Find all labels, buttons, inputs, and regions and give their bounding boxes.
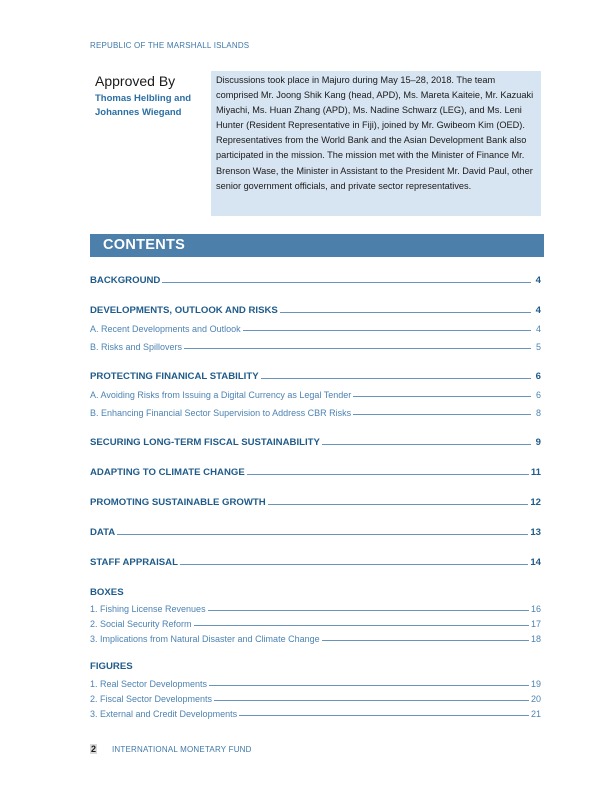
- contents-banner: [90, 234, 544, 257]
- toc-entry-title: ADAPTING TO CLIMATE CHANGE: [90, 467, 245, 478]
- figures-heading: FIGURES: [90, 661, 133, 672]
- footer-organization: INTERNATIONAL MONETARY FUND: [112, 745, 252, 754]
- toc-entry-page: 19: [530, 679, 541, 689]
- toc-entry-financial-stability[interactable]: [90, 368, 541, 382]
- toc-entry-title: 1. Real Sector Developments: [90, 679, 208, 689]
- toc-entry-financial-supervision[interactable]: [90, 404, 541, 418]
- toc-entry-page: 18: [530, 634, 541, 644]
- toc-box-social-security[interactable]: [90, 615, 541, 629]
- toc-entry-title: B. Enhancing Financial Sector Supervision to Address CBR Risks: [90, 408, 352, 418]
- toc-entry-data[interactable]: [90, 524, 541, 538]
- toc-entry-page: 14: [530, 557, 541, 568]
- toc-figure-fiscal-sector[interactable]: [90, 690, 541, 704]
- toc-leader-line: [239, 715, 529, 716]
- toc-entry-sustainable-growth[interactable]: [90, 494, 541, 508]
- toc-leader-line: [194, 625, 529, 626]
- contents-title: CONTENTS: [103, 237, 186, 253]
- toc-entry-title: 3. Implications from Natural Disaster and Climate Change: [90, 634, 320, 644]
- toc-entry-climate-change[interactable]: [90, 464, 541, 478]
- boxes-heading: BOXES: [90, 587, 124, 598]
- toc-box-fishing-license[interactable]: [90, 600, 541, 614]
- toc-entry-page: 4: [535, 324, 541, 334]
- running-header: REPUBLIC OF THE MARSHALL ISLANDS: [90, 41, 250, 50]
- toc-box-natural-disaster[interactable]: [90, 630, 541, 644]
- toc-entry-developments[interactable]: [90, 302, 541, 316]
- toc-entry-title: PROMOTING SUSTAINABLE GROWTH: [90, 497, 266, 508]
- toc-entry-page: 20: [530, 694, 541, 704]
- toc-leader-line: [322, 640, 529, 641]
- toc-leader-line: [322, 444, 531, 445]
- toc-entry-page: 5: [535, 342, 541, 352]
- toc-leader-line: [184, 348, 531, 349]
- toc-entry-page: 4: [535, 305, 541, 316]
- toc-entry-page: 9: [535, 437, 541, 448]
- toc-leader-line: [247, 474, 529, 475]
- toc-leader-line: [261, 378, 531, 379]
- toc-entry-digital-currency[interactable]: [90, 386, 541, 400]
- toc-entry-fiscal-sustainability[interactable]: [90, 434, 541, 448]
- approver-names-line1: Thomas Helbling and: [95, 93, 192, 104]
- footer-page-number: 2: [91, 744, 97, 754]
- toc-entry-staff-appraisal[interactable]: [90, 554, 541, 568]
- toc-entry-page: 16: [530, 604, 541, 614]
- toc-entry-title: SECURING LONG-TERM FISCAL SUSTAINABILITY: [90, 437, 320, 448]
- approved-by-label: Approved By: [95, 73, 176, 89]
- toc-figure-real-sector[interactable]: [90, 675, 541, 689]
- toc-figure-external-credit[interactable]: [90, 705, 541, 719]
- toc-entry-title: DEVELOPMENTS, OUTLOOK AND RISKS: [90, 305, 278, 316]
- toc-leader-line: [209, 685, 529, 686]
- toc-entry-title: 2. Social Security Reform: [90, 619, 192, 629]
- toc-entry-title: PROTECTING FINANICAL STABILITY: [90, 371, 259, 382]
- toc-entry-title: 1. Fishing License Revenues: [90, 604, 206, 614]
- toc-leader-line: [353, 414, 531, 415]
- toc-entry-recent-developments[interactable]: [90, 320, 541, 334]
- toc-entry-page: 6: [535, 371, 541, 382]
- toc-leader-line: [214, 700, 529, 701]
- toc-leader-line: [180, 564, 528, 565]
- toc-entry-title: BACKGROUND: [90, 275, 161, 286]
- toc-entry-page: 13: [530, 527, 541, 538]
- toc-leader-line: [208, 610, 529, 611]
- toc-entry-page: 8: [535, 408, 541, 418]
- toc-entry-page: 6: [535, 390, 541, 400]
- mission-summary-box: Discussions took place in Majuro during May 15–28, 2018. The team comprised Mr. Joong Shik Kang (head, APD), Ms. Mareta Kaiteie, Mr. Kazuaki Miyachi, Ms. Huan Zhang (APD), Ms. Nadine Schwarz (LEG), and Ms. Leni Hunter (Resident Representative in Fiji), joined by Mr. Gwibeom Kim (OED). Representatives from the World Bank and the Asian Development Bank also participated in the mission. The mission met with the Minister of Finance Mr. Brenson Wase, the Minister in Assistant to the President Mr. David Paul, other senior government officials, and private sector representatives.: [211, 71, 541, 216]
- approver-names: [95, 92, 207, 120]
- toc-leader-line: [243, 330, 531, 331]
- approval-block: [95, 73, 207, 120]
- toc-entry-page: 17: [530, 619, 541, 629]
- toc-entry-title: A. Recent Developments and Outlook: [90, 324, 241, 334]
- toc-leader-line: [117, 534, 528, 535]
- toc-entry-title: 2. Fiscal Sector Developments: [90, 694, 213, 704]
- toc-entry-title: DATA: [90, 527, 116, 538]
- toc-entry-title: 3. External and Credit Developments: [90, 709, 238, 719]
- toc-entry-page: 12: [530, 497, 541, 508]
- toc-entry-title: A. Avoiding Risks from Issuing a Digital Currency as Legal Tender: [90, 390, 352, 400]
- toc-leader-line: [353, 396, 531, 397]
- approver-names-line2: Johannes Wiegand: [95, 107, 182, 118]
- toc-leader-line: [280, 312, 531, 313]
- toc-entry-title: B. Risks and Spillovers: [90, 342, 183, 352]
- toc-entry-page: 4: [535, 275, 541, 286]
- toc-leader-line: [162, 282, 531, 283]
- toc-entry-risks-spillovers[interactable]: [90, 338, 541, 352]
- toc-entry-title: STAFF APPRAISAL: [90, 557, 178, 568]
- toc-entry-page: 11: [530, 467, 541, 478]
- toc-leader-line: [268, 504, 529, 505]
- toc-entry-background[interactable]: [90, 272, 541, 286]
- toc-entry-page: 21: [530, 709, 541, 719]
